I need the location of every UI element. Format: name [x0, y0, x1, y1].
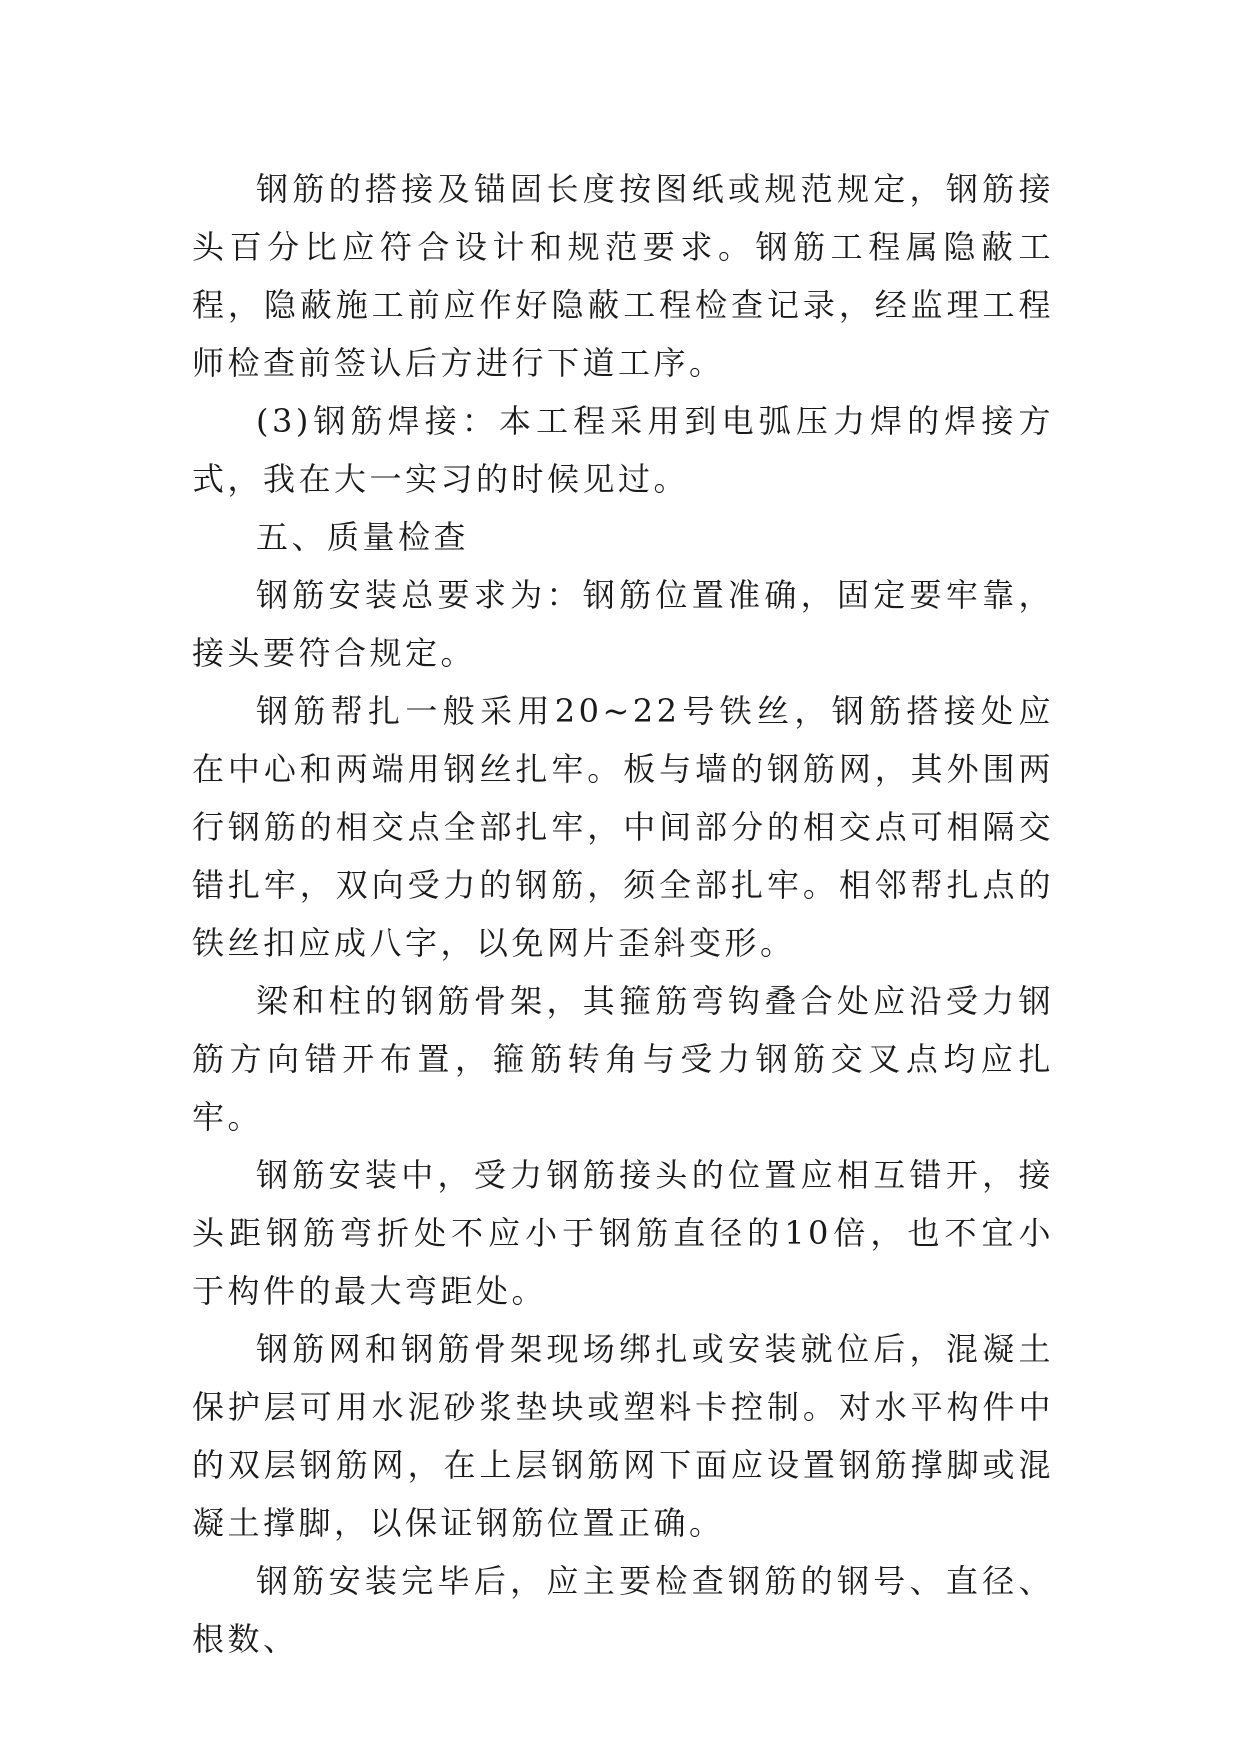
paragraph-joint-staggering: 钢筋安装中，受力钢筋接头的位置应相互错开，接头距钢筋弯折处不应小于钢筋直径的10倍，也不宜小于构件的最大弯距处。 [192, 1156, 1054, 1310]
paragraph-protective-cover: 钢筋网和钢筋骨架现场绑扎或安装就位后，混凝土保护层可用水泥砂浆垫块或塑料卡控制。对水平构件中的双层钢筋网，在上层钢筋网下面应设置钢筋撑脚或混凝土撑脚，以保证钢筋位置正确。 [192, 1330, 1054, 1542]
section-heading-quality-check: 五、质量检查 [256, 518, 470, 556]
paragraph-beam-column-cage: 梁和柱的钢筋骨架，其箍筋弯钩叠合处应沿受力钢筋方向错开布置，箍筋转角与受力钢筋交叉点均应扎牢。 [192, 982, 1054, 1136]
paragraph-lap-anchorage: 钢筋的搭接及锚固长度按图纸或规范规定，钢筋接头百分比应符合设计和规范要求。钢筋工程属隐蔽工程，隐蔽施工前应作好隐蔽工程检查记录，经监理工程师检查前签认后方进行下道工序。 [192, 170, 1054, 382]
document-body [192, 160, 1054, 1668]
paragraph-installation-requirements: 钢筋安装总要求为：钢筋位置准确，固定要牢靠，接头要符合规定。 [192, 576, 1054, 672]
paragraph-post-installation-check: 钢筋安装完毕后，应主要检查钢筋的钢号、直径、根数、 [192, 1562, 1054, 1658]
paragraph-welding: (3)钢筋焊接：本工程采用到电弧压力焊的焊接方式，我在大一实习的时候见过。 [192, 402, 1054, 498]
paragraph-tying-wire: 钢筋帮扎一般采用20~22号铁丝，钢筋搭接处应在中心和两端用钢丝扎牢。板与墙的钢筋网，其外围两行钢筋的相交点全部扎牢，中间部分的相交点可相隔交错扎牢，双向受力的钢筋，须全部扎牢。相邻帮扎点的铁丝扣应成八字，以免网片歪斜变形。 [192, 692, 1054, 962]
